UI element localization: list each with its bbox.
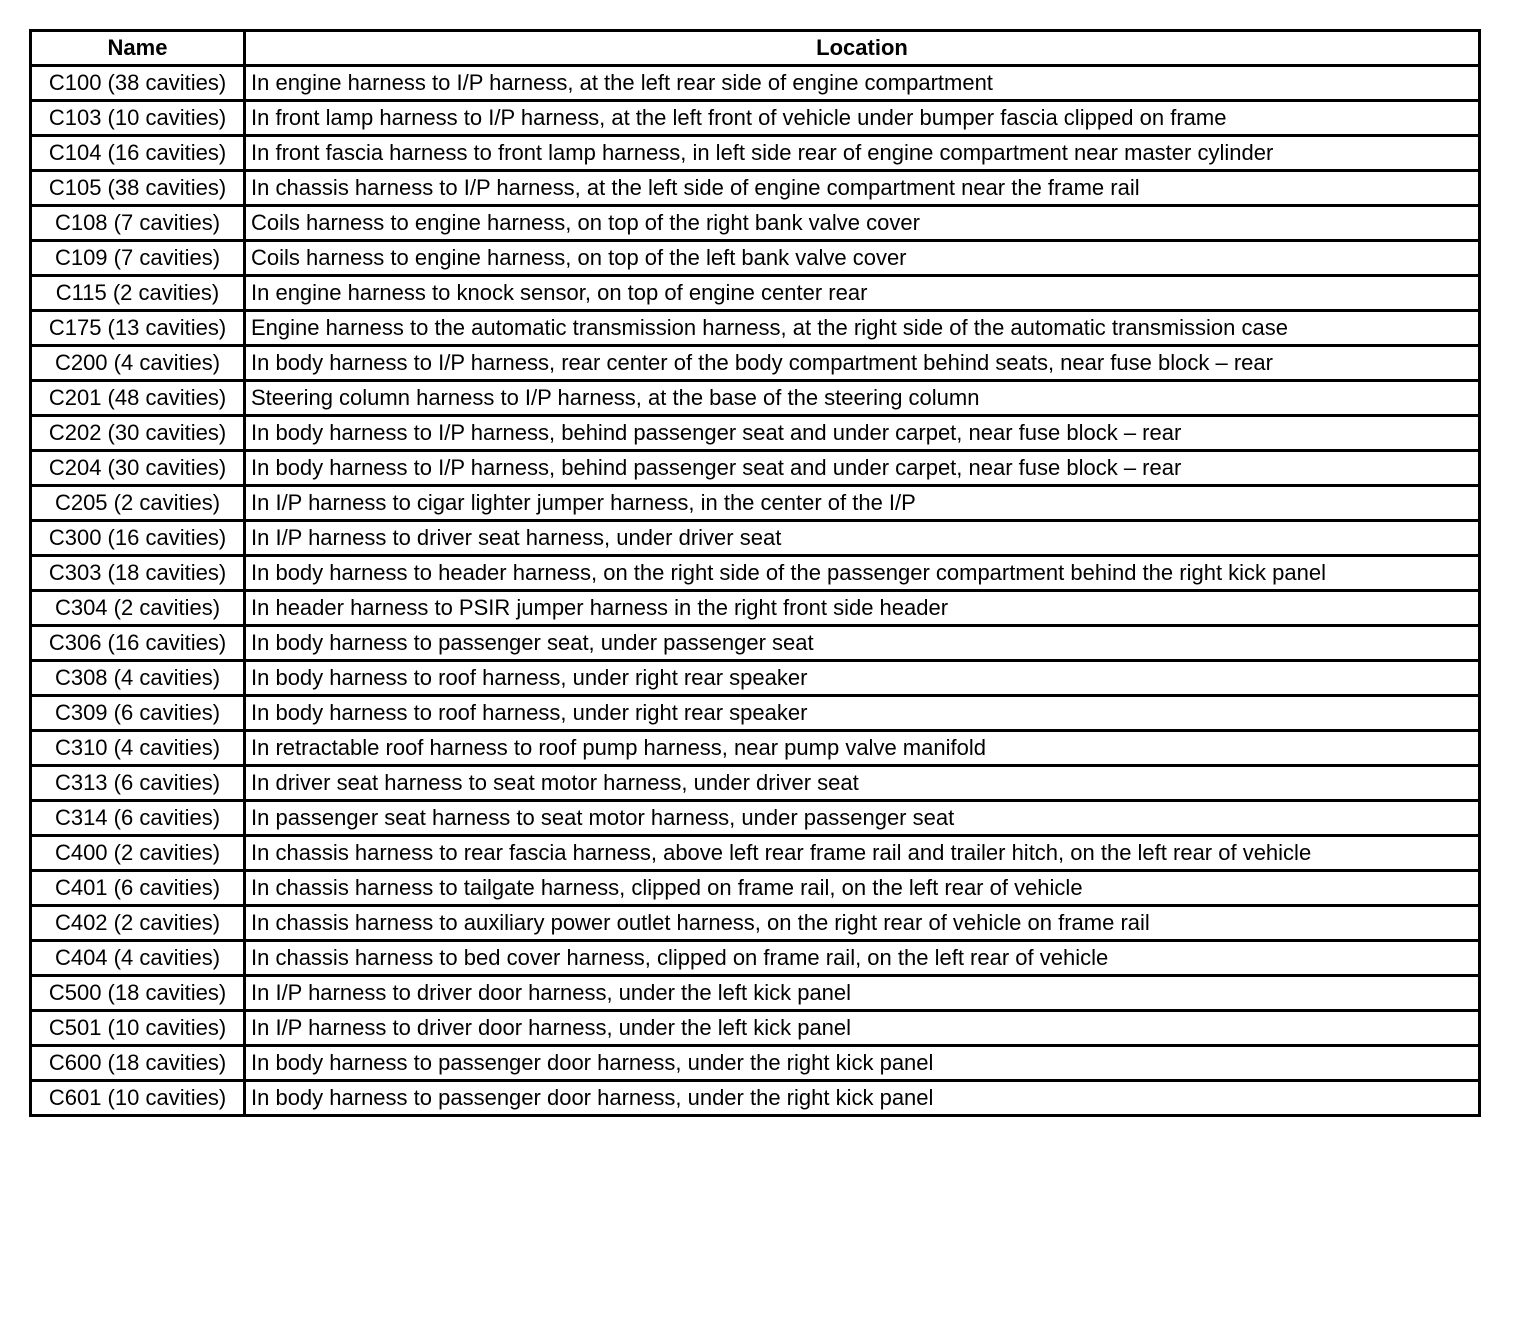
connector-name-cell: C500 (18 cavities) — [31, 976, 245, 1011]
table-row — [31, 731, 1480, 766]
connector-name-cell: C109 (7 cavities) — [31, 241, 245, 276]
connector-location-cell: In chassis harness to tailgate harness, clipped on frame rail, on the left rear of vehicle — [245, 871, 1480, 906]
table-header-row — [31, 31, 1480, 66]
connector-name-cell: C103 (10 cavities) — [31, 101, 245, 136]
connector-name-cell: C402 (2 cavities) — [31, 906, 245, 941]
connector-location-cell: In body harness to I/P harness, rear center of the body compartment behind seats, near fuse block – rear — [245, 346, 1480, 381]
connector-name-cell: C314 (6 cavities) — [31, 801, 245, 836]
connector-location-cell: In chassis harness to I/P harness, at the left side of engine compartment near the frame rail — [245, 171, 1480, 206]
connector-location-cell: In I/P harness to cigar lighter jumper harness, in the center of the I/P — [245, 486, 1480, 521]
connector-name-cell: C306 (16 cavities) — [31, 626, 245, 661]
connector-name-cell: C313 (6 cavities) — [31, 766, 245, 801]
connector-location-cell: In driver seat harness to seat motor harness, under driver seat — [245, 766, 1480, 801]
table-row — [31, 171, 1480, 206]
connector-location-cell: In body harness to roof harness, under right rear speaker — [245, 661, 1480, 696]
connector-location-cell: In body harness to passenger seat, under passenger seat — [245, 626, 1480, 661]
table-row — [31, 941, 1480, 976]
table-row — [31, 906, 1480, 941]
connector-name-cell: C404 (4 cavities) — [31, 941, 245, 976]
connector-location-cell: In retractable roof harness to roof pump harness, near pump valve manifold — [245, 731, 1480, 766]
table-row — [31, 556, 1480, 591]
connector-location-cell: In header harness to PSIR jumper harness in the right front side header — [245, 591, 1480, 626]
connector-location-cell: In body harness to header harness, on the right side of the passenger compartment behind the right kick panel — [245, 556, 1480, 591]
connector-name-cell: C100 (38 cavities) — [31, 66, 245, 101]
table-row — [31, 136, 1480, 171]
connector-location-cell: In engine harness to knock sensor, on top of engine center rear — [245, 276, 1480, 311]
connector-location-cell: In front fascia harness to front lamp harness, in left side rear of engine compartment near master cylinder — [245, 136, 1480, 171]
connector-name-cell: C115 (2 cavities) — [31, 276, 245, 311]
connector-location-cell: In chassis harness to rear fascia harness, above left rear frame rail and trailer hitch, on the left rear of vehicle — [245, 836, 1480, 871]
connector-location-cell: In engine harness to I/P harness, at the left rear side of engine compartment — [245, 66, 1480, 101]
table-row — [31, 801, 1480, 836]
connector-location-cell: In front lamp harness to I/P harness, at the left front of vehicle under bumper fascia clipped on frame — [245, 101, 1480, 136]
connector-name-cell: C304 (2 cavities) — [31, 591, 245, 626]
connector-name-cell: C300 (16 cavities) — [31, 521, 245, 556]
table-row — [31, 661, 1480, 696]
table-body — [31, 66, 1480, 1116]
table-row — [31, 101, 1480, 136]
table-row — [31, 766, 1480, 801]
connector-location-cell: Steering column harness to I/P harness, at the base of the steering column — [245, 381, 1480, 416]
connector-name-cell: C201 (48 cavities) — [31, 381, 245, 416]
connector-location-cell: Coils harness to engine harness, on top of the right bank valve cover — [245, 206, 1480, 241]
connector-location-cell: In body harness to I/P harness, behind passenger seat and under carpet, near fuse block – rear — [245, 451, 1480, 486]
table-row — [31, 1011, 1480, 1046]
table-row — [31, 486, 1480, 521]
table-row — [31, 976, 1480, 1011]
connector-name-cell: C601 (10 cavities) — [31, 1081, 245, 1116]
connector-name-cell: C205 (2 cavities) — [31, 486, 245, 521]
table-row — [31, 521, 1480, 556]
connector-name-cell: C204 (30 cavities) — [31, 451, 245, 486]
table-row — [31, 591, 1480, 626]
connector-name-cell: C104 (16 cavities) — [31, 136, 245, 171]
connector-location-cell: In chassis harness to bed cover harness, clipped on frame rail, on the left rear of vehicle — [245, 941, 1480, 976]
connector-name-cell: C105 (38 cavities) — [31, 171, 245, 206]
table-row — [31, 66, 1480, 101]
connector-location-cell: In body harness to roof harness, under right rear speaker — [245, 696, 1480, 731]
table-row — [31, 346, 1480, 381]
connector-location-cell: In passenger seat harness to seat motor harness, under passenger seat — [245, 801, 1480, 836]
table-row — [31, 696, 1480, 731]
table-row — [31, 416, 1480, 451]
connector-location-cell: In I/P harness to driver door harness, under the left kick panel — [245, 976, 1480, 1011]
connector-name-cell: C108 (7 cavities) — [31, 206, 245, 241]
connector-location-cell: Coils harness to engine harness, on top of the left bank valve cover — [245, 241, 1480, 276]
connector-name-cell: C308 (4 cavities) — [31, 661, 245, 696]
table-row — [31, 311, 1480, 346]
connector-location-cell: In body harness to passenger door harness, under the right kick panel — [245, 1046, 1480, 1081]
table-row — [31, 276, 1480, 311]
column-header-name: Name — [31, 31, 245, 66]
connector-location-cell: In I/P harness to driver seat harness, under driver seat — [245, 521, 1480, 556]
table-row — [31, 206, 1480, 241]
table-row — [31, 871, 1480, 906]
table-row — [31, 626, 1480, 661]
connector-name-cell: C202 (30 cavities) — [31, 416, 245, 451]
connector-location-table — [29, 29, 1481, 1117]
connector-name-cell: C175 (13 cavities) — [31, 311, 245, 346]
connector-name-cell: C200 (4 cavities) — [31, 346, 245, 381]
connector-name-cell: C501 (10 cavities) — [31, 1011, 245, 1046]
connector-location-cell: In body harness to I/P harness, behind passenger seat and under carpet, near fuse block – rear — [245, 416, 1480, 451]
connector-location-cell: In body harness to passenger door harness, under the right kick panel — [245, 1081, 1480, 1116]
table-row — [31, 1081, 1480, 1116]
table-row — [31, 381, 1480, 416]
connector-location-cell: In I/P harness to driver door harness, under the left kick panel — [245, 1011, 1480, 1046]
column-header-location: Location — [245, 31, 1480, 66]
connector-name-cell: C310 (4 cavities) — [31, 731, 245, 766]
connector-location-cell: In chassis harness to auxiliary power outlet harness, on the right rear of vehicle on frame rail — [245, 906, 1480, 941]
table-row — [31, 836, 1480, 871]
table-row — [31, 1046, 1480, 1081]
connector-name-cell: C401 (6 cavities) — [31, 871, 245, 906]
table-row — [31, 451, 1480, 486]
table-row — [31, 241, 1480, 276]
connector-name-cell: C400 (2 cavities) — [31, 836, 245, 871]
connector-name-cell: C303 (18 cavities) — [31, 556, 245, 591]
connector-location-cell: Engine harness to the automatic transmission harness, at the right side of the automatic transmission case — [245, 311, 1480, 346]
connector-name-cell: C600 (18 cavities) — [31, 1046, 245, 1081]
connector-name-cell: C309 (6 cavities) — [31, 696, 245, 731]
